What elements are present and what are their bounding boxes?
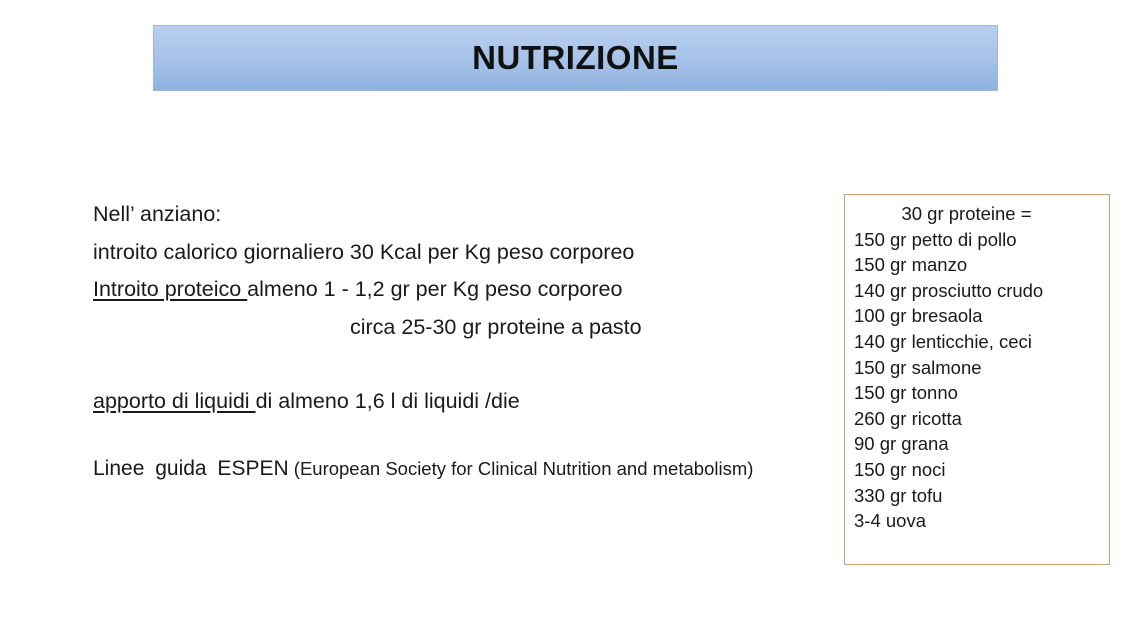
list-item: 260 gr ricotta	[854, 407, 962, 429]
page-title: NUTRIZIONE	[472, 39, 679, 76]
list-item: 3-4 uova	[854, 510, 926, 532]
protein-intake-value: almeno 1 - 1,2 gr per Kg peso corporeo	[247, 277, 623, 301]
protein-intake-label: Introito proteico	[93, 277, 248, 301]
list-item: 90 gr grana	[854, 433, 949, 455]
protein-intake-line	[93, 271, 783, 309]
protein-equivalents-box	[844, 194, 1110, 565]
liquids-value: di almeno 1,6 l di liquidi /die	[255, 389, 520, 413]
caloric-intake-line: introito calorico giornaliero 30 Kcal per Kg peso corporeo	[93, 239, 635, 264]
list-item: 150 gr noci	[854, 458, 946, 480]
spacer	[93, 346, 783, 383]
list-item: 150 gr tonno	[854, 382, 958, 404]
intro-line: Nell’ anziano:	[93, 202, 222, 226]
protein-food-list	[854, 227, 1109, 534]
main-text	[93, 196, 783, 421]
liquids-line	[93, 383, 783, 421]
protein-per-meal-line: circa 25-30 gr proteine a pasto	[350, 314, 642, 339]
protein-box-header: 30 gr proteine =	[901, 203, 1032, 224]
liquids-label: apporto di liquidi	[93, 389, 256, 413]
espen-guidelines	[93, 457, 780, 480]
list-item: 140 gr prosciutto crudo	[854, 279, 1044, 301]
list-item: 330 gr tofu	[854, 484, 943, 506]
list-item: 140 gr lenticchie, ceci	[854, 330, 1032, 352]
title-banner	[153, 25, 998, 91]
list-item: 150 gr salmone	[854, 356, 982, 378]
espen-description: (European Society for Clinical Nutrition and metabolism)	[288, 458, 754, 479]
list-item: 100 gr bresaola	[854, 305, 983, 327]
list-item: 150 gr manzo	[854, 254, 968, 276]
list-item: 150 gr petto di pollo	[854, 228, 1017, 250]
espen-lead: Linee guida ESPEN	[93, 457, 289, 480]
